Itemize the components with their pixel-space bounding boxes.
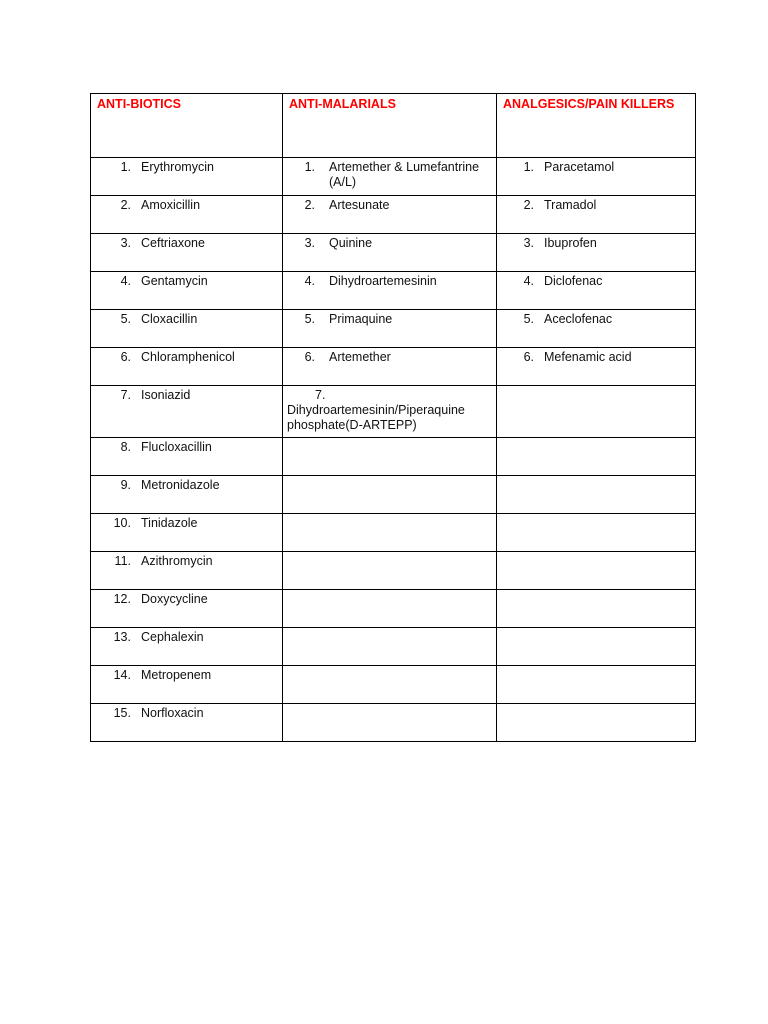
- item-name: Tinidazole: [141, 516, 198, 530]
- antimalarial-cell: [283, 310, 497, 348]
- antimalarial-cell: [283, 704, 497, 742]
- table-row: [91, 386, 696, 438]
- analgesic-cell: [497, 666, 696, 704]
- antimalarial-cell: [283, 514, 497, 552]
- item-name: Aceclofenac: [544, 312, 613, 326]
- item-name: Artesunate: [329, 198, 390, 212]
- item-number: 2.: [304, 198, 315, 212]
- antibiotic-cell: [91, 476, 283, 514]
- item-number: 3.: [120, 236, 131, 250]
- item-number: 5.: [120, 312, 131, 326]
- item-name: Azithromycin: [141, 554, 213, 568]
- analgesic-cell: [497, 590, 696, 628]
- item-number: 5.: [523, 312, 534, 326]
- table-row: [91, 476, 696, 514]
- analgesic-cell: [497, 234, 696, 272]
- item-number: 2.: [120, 198, 131, 212]
- antimalarial-cell: [283, 158, 497, 196]
- antimalarial-cell: [283, 552, 497, 590]
- analgesic-cell: [497, 196, 696, 234]
- table-row: [91, 514, 696, 552]
- item-number: 7.: [315, 388, 326, 402]
- item-number: 2.: [523, 198, 534, 212]
- item-number: 1.: [523, 160, 534, 174]
- item-number: 8.: [120, 440, 131, 454]
- table-row: [91, 438, 696, 476]
- item-name: Ceftriaxone: [141, 236, 205, 250]
- item-name: Flucloxacillin: [141, 440, 212, 454]
- antibiotic-cell: [91, 272, 283, 310]
- analgesic-cell: [497, 514, 696, 552]
- item-name: Ibuprofen: [544, 236, 597, 250]
- antimalarial-cell: [283, 348, 497, 386]
- item-number: 10.: [113, 516, 131, 530]
- item-number: 9.: [120, 478, 131, 492]
- header-label: ANTI-BIOTICS: [97, 97, 182, 111]
- antimalarial-cell: [283, 438, 497, 476]
- antimalarial-cell: [283, 272, 497, 310]
- item-name: Cloxacillin: [141, 312, 198, 326]
- analgesic-cell: [497, 348, 696, 386]
- header-label: ANALGESICS/PAIN KILLERS: [503, 97, 675, 111]
- analgesic-cell: [497, 438, 696, 476]
- item-number: 3.: [523, 236, 534, 250]
- antibiotic-cell: [91, 234, 283, 272]
- item-number: 1.: [304, 160, 315, 174]
- table-row: [91, 552, 696, 590]
- item-name: Gentamycin: [141, 274, 208, 288]
- antibiotic-cell: [91, 348, 283, 386]
- item-name: Mefenamic acid: [544, 350, 632, 364]
- table-row: [91, 158, 696, 196]
- antibiotic-cell: [91, 666, 283, 704]
- header-row: [91, 94, 696, 158]
- analgesic-cell: [497, 476, 696, 514]
- antimalarial-cell: [283, 628, 497, 666]
- table-row: [91, 196, 696, 234]
- antibiotic-cell: [91, 438, 283, 476]
- item-name: Amoxicillin: [141, 198, 201, 212]
- antibiotic-cell: [91, 158, 283, 196]
- item-number: 6.: [523, 350, 534, 364]
- header-antimalarials: [283, 94, 497, 158]
- item-name: Paracetamol: [544, 160, 615, 174]
- analgesic-cell: [497, 386, 696, 438]
- item-name: Artemether: [329, 350, 391, 364]
- header-label: ANTI-MALARIALS: [289, 97, 396, 111]
- table-row: [91, 234, 696, 272]
- antimalarial-cell: [283, 234, 497, 272]
- item-name: Tramadol: [544, 198, 597, 212]
- item-number: 13.: [113, 630, 131, 644]
- item-name: Metronidazole: [141, 478, 220, 492]
- analgesic-cell: [497, 704, 696, 742]
- item-number: 4.: [523, 274, 534, 288]
- antibiotic-cell: [91, 514, 283, 552]
- table-row: [91, 666, 696, 704]
- table-row: [91, 704, 696, 742]
- table-row: [91, 272, 696, 310]
- antimalarial-cell: [283, 590, 497, 628]
- item-number: 6.: [120, 350, 131, 364]
- item-name: Erythromycin: [141, 160, 214, 174]
- item-number: 14.: [113, 668, 131, 682]
- item-name: Dihydroartemesinin: [329, 274, 437, 288]
- analgesic-cell: [497, 628, 696, 666]
- item-name: Diclofenac: [544, 274, 603, 288]
- antimalarial-cell: [283, 476, 497, 514]
- analgesic-cell: [497, 272, 696, 310]
- item-number: 7.: [120, 388, 131, 402]
- item-name: Dihydroartemesinin/Piperaquine phosphate(D-ARTEPP): [287, 403, 465, 432]
- drug-table: [90, 93, 696, 742]
- analgesic-cell: [497, 310, 696, 348]
- antibiotic-cell: [91, 552, 283, 590]
- item-name: Artemether & Lumefantrine (A/L): [329, 160, 480, 189]
- antibiotic-cell: [91, 386, 283, 438]
- antibiotic-cell: [91, 310, 283, 348]
- item-number: 5.: [304, 312, 315, 326]
- item-name: Primaquine: [329, 312, 393, 326]
- antibiotic-cell: [91, 590, 283, 628]
- table-row: [91, 348, 696, 386]
- antibiotic-cell: [91, 704, 283, 742]
- item-name: Isoniazid: [141, 388, 191, 402]
- antimalarial-cell: [283, 666, 497, 704]
- table-row: [91, 628, 696, 666]
- header-antibiotics: [91, 94, 283, 158]
- header-analgesics: [497, 94, 696, 158]
- item-number: 11.: [114, 554, 131, 568]
- item-number: 15.: [113, 706, 131, 720]
- item-name: Chloramphenicol: [141, 350, 235, 364]
- item-name: Metropenem: [141, 668, 212, 682]
- item-number: 4.: [120, 274, 131, 288]
- item-number: 1.: [120, 160, 131, 174]
- antimalarial-cell: [283, 386, 497, 438]
- analgesic-cell: [497, 552, 696, 590]
- item-number: 3.: [304, 236, 315, 250]
- item-name: Quinine: [329, 236, 373, 250]
- analgesic-cell: [497, 158, 696, 196]
- item-name: Cephalexin: [141, 630, 204, 644]
- antibiotic-cell: [91, 196, 283, 234]
- item-name: Doxycycline: [141, 592, 208, 606]
- table-row: [91, 310, 696, 348]
- item-number: 6.: [304, 350, 315, 364]
- item-number: 4.: [304, 274, 315, 288]
- item-name: Norfloxacin: [141, 706, 204, 720]
- antimalarial-cell: [283, 196, 497, 234]
- item-number: 12.: [113, 592, 131, 606]
- table-row: [91, 590, 696, 628]
- antibiotic-cell: [91, 628, 283, 666]
